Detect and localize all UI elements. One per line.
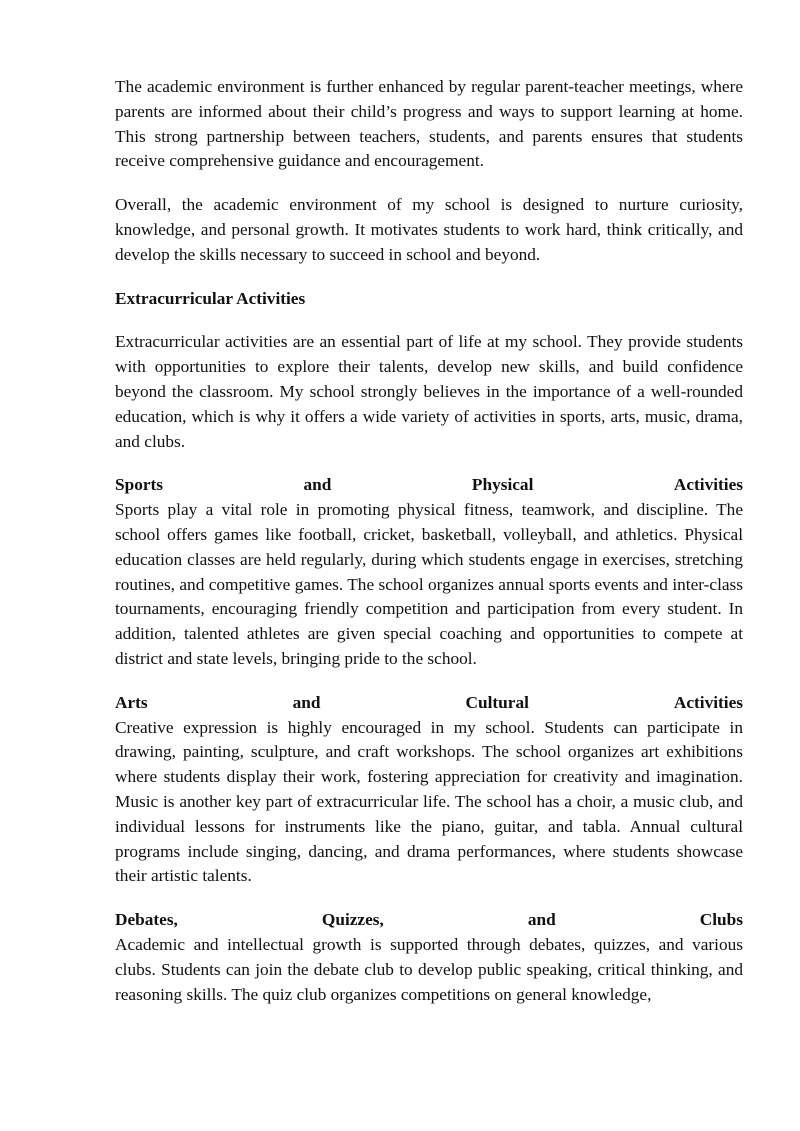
heading-word: Physical (471, 475, 534, 495)
section-sports (115, 473, 743, 671)
heading-word: Clubs (699, 910, 743, 930)
heading-debates-quizzes-clubs (115, 908, 743, 933)
heading-arts-cultural-activities (115, 691, 743, 716)
paragraph-extracurricular-intro: Extracurricular activities are an essential part of life at my school. They provide students with opportunities to explore their talents, develop new skills, and build confidence beyond the classroom. My school strongly believes in the importance of a well-rounded education, which is why it offers a wide variety of activities in sports, arts, music, drama, and clubs. (115, 332, 743, 451)
heading-word: Quizzes, (321, 910, 384, 930)
heading-word: and (527, 910, 556, 930)
heading-word: and (292, 692, 321, 712)
heading-extracurricular-activities: Extracurricular Activities (115, 288, 306, 308)
heading-word: Activities (673, 475, 743, 495)
paragraph-academic-overall: Overall, the academic environment of my school is designed to nurture curiosity, knowledge, and personal growth. It motivates students to work hard, think critically, and develop the skills necessary to succeed in school and beyond. (115, 195, 743, 264)
paragraph-arts: Creative expression is highly encouraged in my school. Students can participate in drawing, painting, sculpture, and craft workshops. The school organizes art exhibitions where students display their work, fostering appreciation for creativity and imagination. Music is another key part of extracurricular life. The school has a choir, a music club, and individual lessons for instruments like the piano, guitar, and tabla. Annual cultural programs include singing, dancing, and drama performances, where students showcase their artistic talents. (115, 717, 743, 886)
section-arts (115, 691, 743, 889)
heading-word: Sports (115, 475, 164, 495)
paragraph-sports: Sports play a vital role in promoting physical fitness, teamwork, and discipline. The school offers games like football, cricket, basketball, volleyball, and athletics. Physical education classes are held regularly, during which students engage in exercises, stretching routines, and competitive games. The school organizes annual sports events and inter-class tournaments, encouraging friendly competition and participation from every student. In addition, talented athletes are given special coaching and opportunities to compete at district and state levels, bringing pride to the school. (115, 500, 743, 668)
heading-sports-physical-activities (115, 473, 743, 498)
section-debates (115, 908, 743, 1007)
heading-word: and (303, 475, 332, 495)
heading-word: Activities (673, 692, 743, 712)
heading-word: Cultural (465, 692, 529, 712)
heading-word: Arts (115, 692, 148, 712)
heading-word: Debates, (115, 910, 178, 930)
paragraph-debates: Academic and intellectual growth is supported through debates, quizzes, and various clubs. Students can join the debate club to develop public speaking, critical thinking, and reasoning skills. The quiz club organizes competitions on general knowledge, (115, 934, 743, 1004)
paragraph-parent-teacher-meetings: The academic environment is further enhanced by regular parent-teacher meetings, where parents are informed about their child’s progress and ways to support learning at home. This strong partnership between teachers, students, and parents ensures that students receive comprehensive guidance and encouragement. (115, 77, 743, 171)
